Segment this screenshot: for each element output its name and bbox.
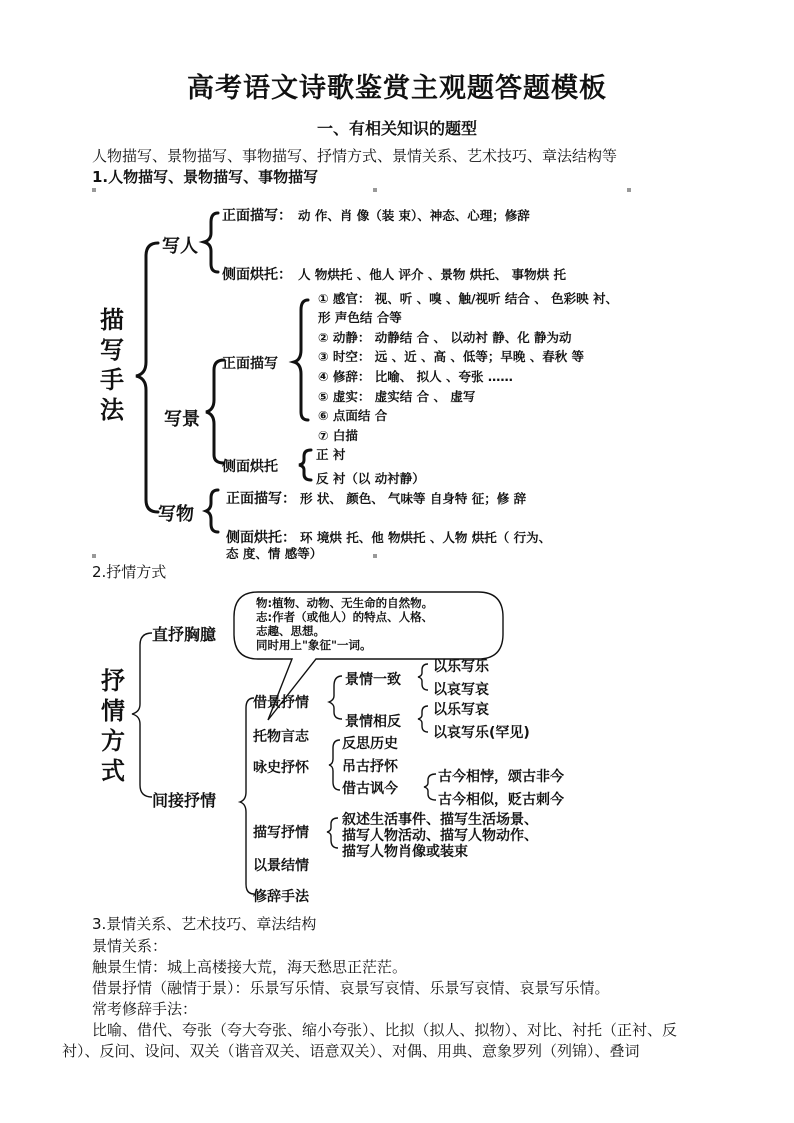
miaoxie-brace [327, 818, 338, 848]
xiejing-item-2: ② 动静： 动静结 合 、 以动衬 静、化 静为动 [318, 330, 572, 345]
bubble-line-1: 物:植物、动物、无生命的自然物。 [256, 596, 434, 610]
front-body: 动 作、肖 像（装 束）、神态、心理；修辞 [298, 208, 530, 223]
miaoxie-item-2: 描写人物活动、描写人物动作、 [342, 828, 538, 844]
indirect-label: 间接抒情 [152, 791, 217, 810]
yijing-label: 以景结情 [253, 858, 309, 874]
side-body: 环 境烘 托、他 物烘托 、人物 烘托（ 行为、 [300, 530, 552, 545]
part3-line3: 比喻、借代、夸张（夸大夸张、缩小夸张）、比拟（拟人、拟物）、对比、衬托（正衬、反 [92, 1021, 678, 1039]
front-head: 正面描写： [226, 491, 296, 507]
root-brace [132, 633, 152, 797]
jiejing-brace [329, 676, 342, 719]
part3-sub1: 景情关系： [92, 937, 168, 955]
xiejing-item-1: ① 感官： 视、听 、嗅 、触/视听 结合 、 色彩映 衬、 [318, 291, 618, 306]
yizhi-item-2: 以哀写哀 [433, 682, 489, 698]
xiejing-item-5: ⑤ 虚实： 虚实结 合 、 虚写 [318, 389, 476, 404]
root-label: 抒情方式 [101, 667, 125, 785]
bubble-line-2: 志:作者（或他人）的特点、人格、 [256, 610, 434, 624]
xiejing-label: 写景 [164, 409, 200, 430]
yongshi-item-3: 借古讽今 [342, 781, 398, 797]
section-one-title: 一、有相关知识的题型 [316, 119, 477, 138]
bubble-line-4: 同时用上"象征"一词。 [256, 638, 372, 652]
part3-line1: 触景生情：城上高楼接大荒，海天愁思正茫茫。 [92, 958, 408, 976]
part3-sub2: 常考修辞手法： [92, 1000, 198, 1018]
miaoxie-label: 描写抒情 [253, 825, 309, 841]
yizhi-item-1: 以乐写乐 [433, 659, 489, 675]
jiegu-brace [424, 774, 436, 800]
direct-label: 直抒胸臆 [152, 625, 217, 644]
part1-heading: 1.人物描写、景物描写、事物描写 [92, 168, 319, 186]
intro-line: 人物描写、景物描写、事物描写、抒情方式、景情关系、艺术技巧、章法结构等 [92, 147, 618, 165]
tuowu-label: 托物言志 [253, 729, 309, 745]
yongshi-item-1: 反思历史 [342, 736, 398, 752]
xiejing-item-6: ⑥ 点面结 合 [318, 408, 388, 423]
part2-heading: 2.抒情方式 [92, 563, 167, 581]
jiegu-item-2: 古今相似，贬古刺今 [438, 792, 564, 808]
bubble-line-3: 志趣、思想。 [256, 624, 325, 638]
miaoxie-item-1: 叙述生活事件、描写生活场景、 [342, 812, 538, 828]
root-label: 描写手法 [100, 306, 124, 424]
yizhi-label: 景情一致 [345, 672, 401, 688]
front-body: 形 状、 颜色、 气味等 自身特 征；修 辞 [300, 491, 527, 506]
xiejing-item-4: ④ 修辞： 比喻、 拟人 、夸张 …… [318, 369, 513, 384]
xiejing-side-item-2: 反 衬（以 动衬静） [316, 471, 425, 486]
miaoxie-item-3: 描写人物肖像或装束 [342, 844, 468, 860]
yongshi-label: 咏史抒怀 [253, 760, 309, 776]
xiejing-item-1b: 形 声色结 合等 [318, 310, 402, 325]
xiejing-front-label: 正面描写 [222, 356, 278, 372]
xieren-label: 写人 [162, 236, 198, 257]
front-head: 正面描写： [222, 208, 292, 224]
xiangfan-item-2: 以哀写乐(罕见) [433, 725, 530, 741]
yongshi-brace [329, 740, 340, 790]
part3-heading: 3.景情关系、艺术技巧、章法结构 [92, 915, 317, 933]
xiangfan-label: 景情相反 [345, 714, 401, 730]
jiejing-label: 借景抒情 [253, 695, 309, 711]
xiewu-side-2: 态 度、情 感等） [226, 546, 323, 561]
xiangfan-item-1: 以乐写哀 [433, 702, 489, 718]
xiejing-side-item-1: 正 衬 [316, 447, 346, 462]
side-head: 侧面烘托： [222, 267, 292, 283]
yizhi-brace [418, 664, 428, 690]
indirect-brace [240, 698, 254, 894]
xiejing-item-3: ③ 时空： 远 、近 、高 、低等；早晚 、春秋 等 [318, 349, 585, 364]
xiejing-side-label: 侧面烘托 [222, 459, 278, 475]
part3-line2: 借景抒情（融情于景）：乐景写乐情、哀景写哀情、乐景写哀情、哀景写乐情。 [92, 979, 610, 997]
side-head: 侧面烘托： [226, 530, 296, 546]
side-body: 人 物烘托 、他人 评介 、景物 烘托、 事物烘 托 [298, 267, 566, 282]
xiuci-label: 修辞手法 [253, 889, 309, 905]
jiegu-item-1: 古今相悖，颂古非今 [438, 769, 564, 785]
xiejing-item-7: ⑦ 白描 [318, 428, 358, 443]
part3-line4: 衬）、反问、设问、双关（谐音双关、语意双关）、对偶、用典、意象罗列（列锦）、叠词 [62, 1042, 640, 1060]
yongshi-item-2: 吊古抒怀 [342, 759, 398, 775]
page-title: 高考语文诗歌鉴赏主观题答题模板 [187, 73, 607, 104]
xiangfan-brace [418, 706, 428, 732]
xiewu-label: 写物 [158, 504, 194, 525]
